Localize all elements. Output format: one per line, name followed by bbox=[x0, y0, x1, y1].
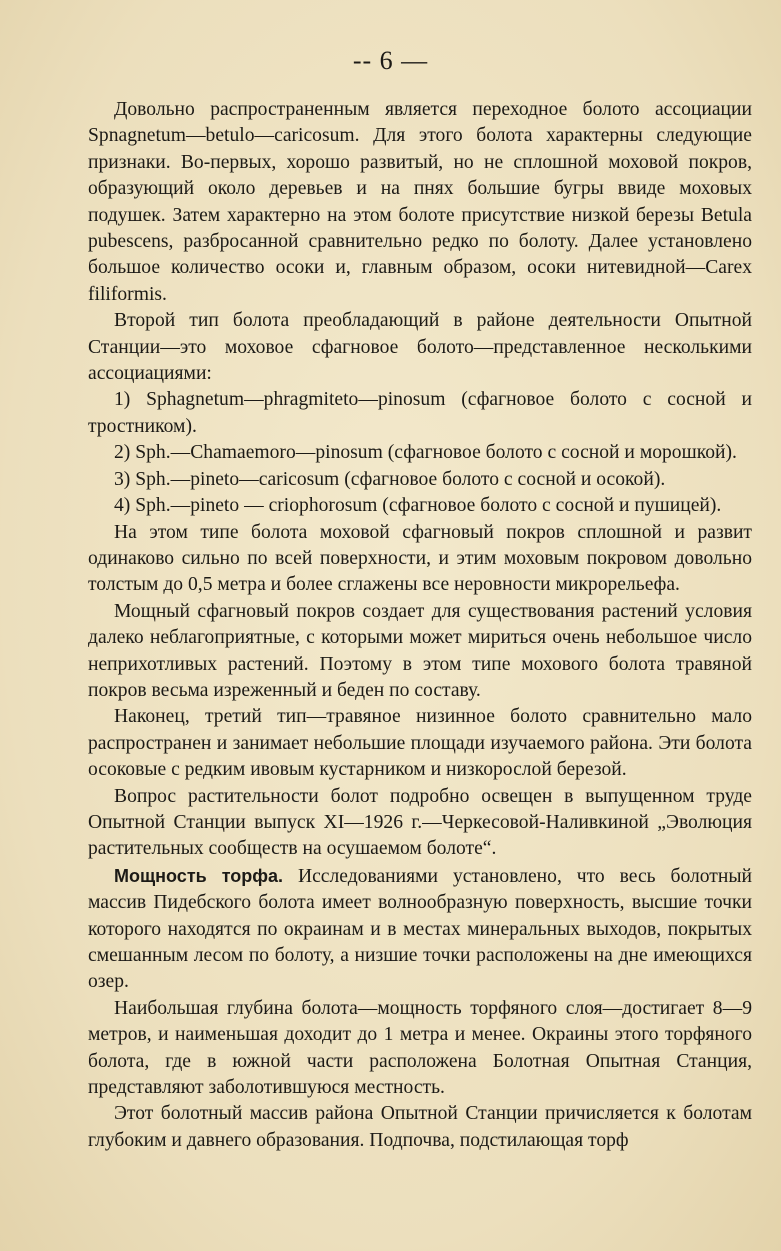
paragraph: Этот болотный массив района Опытной Станции причисляется к болотам глубоким и давнего образования. Подпочва, подстилающая торф bbox=[88, 1103, 752, 1151]
page-number: -- 6 — bbox=[352, 46, 429, 75]
body-text bbox=[88, 97, 752, 1154]
paragraph: На этом типе болота моховой сфагновый покров сплошной и развит одинаково сильно по всей поверхности, и этим моховым покровом довольно толстым до 0,5 метра и более сглажены все неровности микрорельефа. bbox=[88, 521, 752, 596]
list-item: 3) Sph.—pineto—caricosum (сфагновое болото с сосной и осокой). bbox=[114, 468, 666, 490]
list-item: 1) Sphagnetum—phragmiteto—pinosum (сфагновое болото с сосной и тростником). bbox=[88, 389, 752, 437]
section-heading: Мощность торфа. bbox=[114, 865, 284, 886]
section-text: Исследованиями установлено, что весь болотный массив Пидебского болота имеет волнообразную поверхность, высшие точки которого находятся по окраинам и в местах минеральных выходов, покрытых смешанным лесом по болоту, а низшие точки расположены на дне имеющихся озер. bbox=[88, 865, 752, 993]
section-paragraph bbox=[88, 863, 752, 996]
paragraph: Наконец, третий тип—травяное низинное болото сравнительно мало распространен и занимает небольшие площади изучаемого района. Эти болота осоковые с редким ивовым кустарником и низкорослой березой. bbox=[88, 706, 752, 781]
paragraph: Наибольшая глубина болота—мощность торфяного слоя—достигает 8—9 метров, и наименьшая доходит до 1 метра и менее. Окраины этого торфяного болота, где в южной части расположена Болотная Опытная Станция, представляют заболотившуюся местность. bbox=[88, 997, 752, 1099]
paragraph: Вопрос растительности болот подробно освещен в выпущенном труде Опытной Станции выпуск XI—1926 г.—Черкесовой-Наливкиной „Эволюция растительных сообществ на осушаемом болоте“. bbox=[88, 785, 752, 860]
paragraph: Довольно распространенным является переходное болото ассоциации Spnagnetum—betulo—caricosum. Для этого болота характерны следующие признаки. Во-первых, хорошо развитый, но не сплошной моховой покров, образующий около деревьев и на пнях большие бугры ввиде моховых подушек. Затем характерно на этом болоте присутствие низкой березы Betula pubescens, разбросанной сравнительно редко по болоту. Далее установлено большое количество осоки и, главным образом, осоки нитевидной—Carex filiformis. bbox=[88, 99, 752, 305]
paragraph: Второй тип болота преобладающий в районе деятельности Опытной Станции—это моховое сфагновое болото—представленное несколькими ассоциациями: bbox=[88, 310, 752, 385]
paragraph: Мощный сфагновый покров создает для существования растений условия далеко неблагоприятные, с которыми может мириться очень небольшое число неприхотливых растений. Поэтому в этом типе мохового болота травяной покров весьма изреженный и беден по составу. bbox=[88, 600, 752, 701]
list-item: 2) Sph.—Chamaemoro—pinosum (сфагновое болото с сосной и морошкой). bbox=[114, 442, 737, 464]
list-item: 4) Sph.—pineto — criophorosum (сфагновое болото с сосной и пушицей). bbox=[114, 495, 722, 517]
